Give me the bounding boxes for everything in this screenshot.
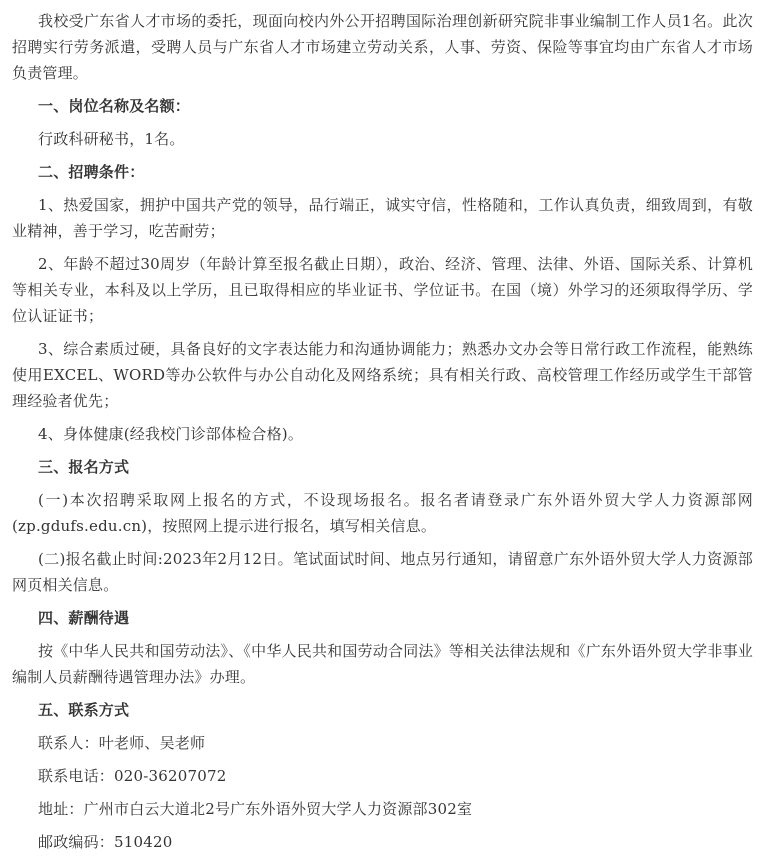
contact-postcode: 邮政编码：510420 xyxy=(38,833,173,851)
section-2-title: 二、招聘条件： xyxy=(38,163,145,181)
section-1-body: 行政科研秘书，1名。 xyxy=(38,130,185,148)
section-2-item-1: 1、热爱国家，拥护中国共产党的领导，品行端正，诚实守信，性格随和，工作认真负责，细致周到，有敬业精神，善于学习，吃苦耐劳； xyxy=(12,196,753,240)
section-5-title: 五、联系方式 xyxy=(38,701,130,719)
contact-phone: 联系电话：020-36207072 xyxy=(38,767,227,785)
section-4-body: 按《中华人民共和国劳动法》、《中华人民共和国劳动合同法》等相关法律法规和《广东外语外贸大学非事业编制人员薪酬待遇管理办法》办理。 xyxy=(12,642,753,686)
section-2-item-4: 4、身体健康(经我校门诊部体检合格)。 xyxy=(38,425,304,443)
section-1-title: 一、岗位名称及名额： xyxy=(38,97,191,115)
section-3-item-1: (一)本次招聘采取网上报名的方式，不设现场报名。报名者请登录广东外语外贸大学人力资源部网 (zp.gdufs.edu.cn)，按照网上提示进行报名，填写相关信息。 xyxy=(12,491,753,535)
section-2-item-3: 3、综合素质过硬，具备良好的文字表达能力和沟通协调能力；熟悉办文办会等日常行政工作流程，能熟练使用EXCEL、WORD等办公软件与办公自动化及网络系统；具有相关行政、高校管理工作经历或学生干部管理经验者优先； xyxy=(12,340,753,410)
section-3-item-2: (二)报名截止时间:2023年2月12日。笔试面试时间、地点另行通知，请留意广东外语外贸大学人力资源部网页相关信息。 xyxy=(12,550,753,594)
section-3-title: 三、报名方式 xyxy=(38,458,130,476)
intro-paragraph: 我校受广东省人才市场的委托，现面向校内外公开招聘国际治理创新研究院非事业编制工作人员1名。此次招聘实行劳务派遣，受聘人员与广东省人才市场建立劳动关系，人事、劳资、保险等事宜均由广东省人才市场负责管理。 xyxy=(12,12,753,82)
section-4-title: 四、薪酬待遇 xyxy=(38,609,130,627)
contact-address: 地址：广州市白云大道北2号广东外语外贸大学人力资源部302室 xyxy=(38,800,473,818)
contact-person: 联系人：叶老师、吴老师 xyxy=(38,734,206,752)
section-2-item-2: 2、年龄不超过30周岁（年龄计算至报名截止日期），政治、经济、管理、法律、外语、国际关系、计算机等相关专业，本科及以上学历，且已取得相应的毕业证书、学位证书。在国（境）外学习的还须取得学历、学位认证证书； xyxy=(12,255,753,325)
